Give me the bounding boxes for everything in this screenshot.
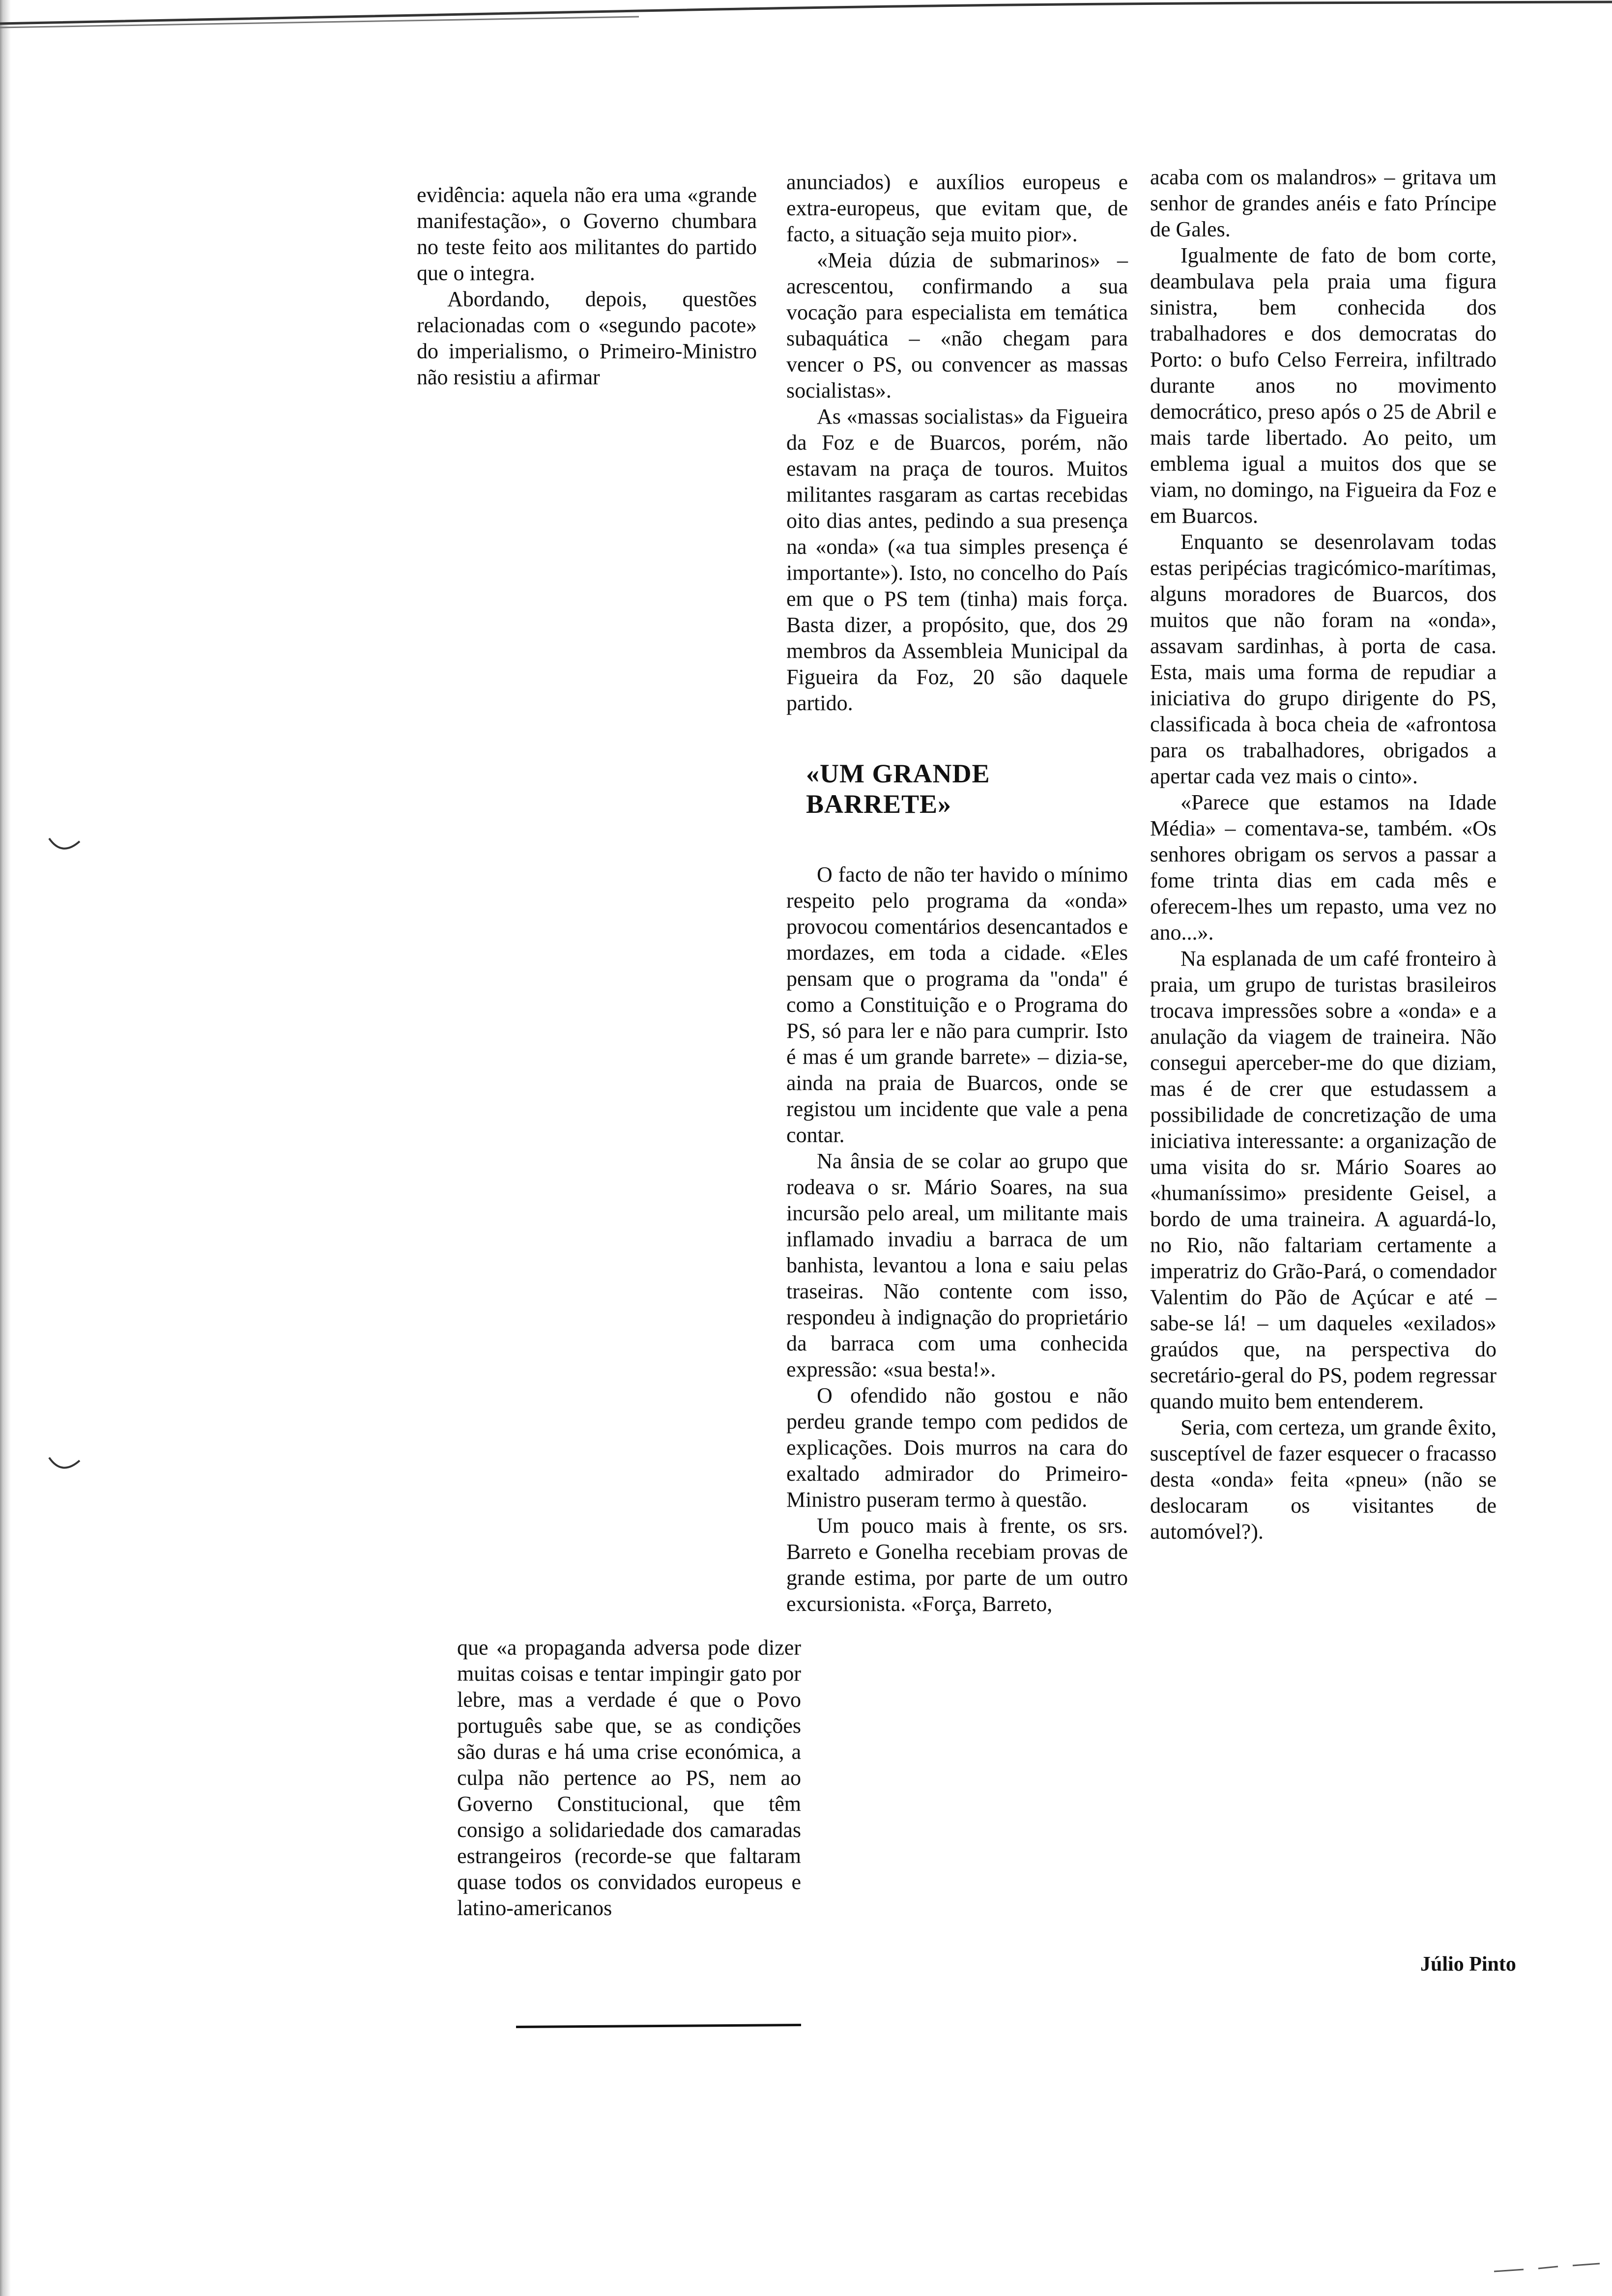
paragraph: anunciados) e auxílios europeus e extra-europeus, que evitam que, de facto, a situação seja muito pior». — [786, 170, 1128, 246]
paragraph: Na esplanada de um café fronteiro à praia, um grupo de turistas brasileiros trocava impressões sobre a «onda» e a anulação da viagem de traineira. Não consegui aperceber-me do que diziam, mas é de crer que estudassem a possibilidade de concretização de uma iniciativa interessante: a organização de uma visita do sr. Mário Soares ao «humaníssimo» presidente Geisel, a bordo de uma traineira. A aguardá-lo, no Rio, não faltariam certamente a imperatriz do Grão-Pará, o comendador Valentim do Pão de Açúcar e até – sabe-se lá! – um daqueles «exilados» graúdos que, na perspectiva do secretário-geral do PS, podem regressar quando muito bem entenderem. — [1150, 947, 1497, 1413]
paragraph: O ofendido não gostou e não perdeu grande tempo com pedidos de explicações. Dois murros na cara do exaltado admirador do Primeiro-Ministro puseram termo à questão. — [786, 1383, 1128, 1512]
column-end-rule — [516, 2024, 801, 2028]
paragraph: Enquanto se desenrolavam todas estas peripécias tragicómico-marítimas, alguns moradores de Buarcos, dos muitos que não foram na «onda», assavam sardinhas, à porta de casa. Esta, mais uma forma de repudiar a iniciativa do grupo dirigente do PS, classificada à boca cheia de «afrontosa para os trabalhadores, obrigados a apertar cada vez mais o cinto». — [1150, 530, 1497, 788]
article-column-1-bottom — [457, 1635, 801, 1921]
punch-hole-mark-lower — [47, 1455, 82, 1474]
article-column-2 — [786, 169, 1128, 1617]
paragraph: Igualmente de fato de bom corte, deambulava pela praia uma figura sinistra, bem conhecida dos trabalhadores e dos democratas do Porto: o bufo Celso Ferreira, infiltrado durante anos no movimento democrático, preso após o 25 de Abril e mais tarde libertado. Ao peito, um emblema igual a muitos dos que se viam, no domingo, na Figueira da Foz e em Buarcos. — [1150, 243, 1497, 528]
section-subheading: «UM GRANDE BARRETE» — [806, 759, 990, 819]
scan-top-edge — [0, 0, 1612, 29]
article-column-3 — [1150, 164, 1497, 1545]
article-column-1-top — [417, 182, 757, 390]
paragraph: As «massas socialistas» da Figueira da Foz e de Buarcos, porém, não estavam na praça de touros. Muitos militantes rasgaram as cartas recebidas oito dias antes, pedindo a sua presença na «onda» («a tua simples presença é importante»). Isto, no concelho do País em que o PS tem (tinha) mais força. Basta dizer, a propósito, que, dos 29 membros da Assembleia Municipal da Figueira da Foz, 20 são daquele partido. — [786, 404, 1128, 715]
punch-hole-mark-upper — [47, 835, 82, 855]
paragraph: Abordando, depois, questões relacionadas com o «segundo pacote» do imperialismo, o Primeiro-Ministro não resistiu a afirmar — [417, 287, 757, 389]
paragraph: «Meia dúzia de submarinos» – acrescentou, confirmando a sua vocação para especialista em temática subaquática – «não chegam para vencer o PS, ou convencer as massas socialistas». — [786, 248, 1128, 402]
paragraph: «Parece que estamos na Idade Média» – comentava-se, também. «Os senhores obrigam os servos a passar a fome trinta dias em cada mês e oferecem-lhes um repasto, uma vez no ano...». — [1150, 790, 1497, 945]
scan-left-edge — [0, 0, 15, 2296]
paragraph: que «a propaganda adversa pode dizer muitas coisas e tentar impingir gato por lebre, mas a verdade é que o Povo português sabe que, se as condições são duras e há uma crise económica, a culpa não pertence ao PS, nem ao Governo Constitucional, que têm consigo a solidariedade dos camaradas estrangeiros (recorde-se que faltaram quase todos os convidados europeus e latino-americanos — [457, 1636, 801, 1920]
paragraph: evidência: aquela não era uma «grande manifestação», o Governo chumbara no teste feito aos militantes do partido que o integra. — [417, 183, 757, 285]
scan-noise-bottom-right — [1494, 2261, 1602, 2275]
paragraph: Um pouco mais à frente, os srs. Barreto e Gonelha recebiam provas de grande estima, por parte de um outro excursionista. «Força, Barreto, — [786, 1514, 1128, 1616]
paragraph: Seria, com certeza, um grande êxito, susceptível de fazer esquecer o fracasso desta «onda» feita «pneu» (não se deslocaram os visitantes de automóvel?). — [1150, 1415, 1497, 1544]
paragraph: acaba com os malandros» – gritava um senhor de grandes anéis e fato Príncipe de Gales. — [1150, 165, 1497, 241]
paragraph: O facto de não ter havido o mínimo respeito pelo programa da «onda» provocou comentários desencantados e mordazes, em toda a cidade. «Eles pensam que o programa da ''onda'' é como a Constituição e o Programa do PS, só para ler e não para cumprir. Isto é mas é um grande barrete» – dizia-se, ainda na praia de Buarcos, onde se registou um incidente que vale a pena contar. — [786, 862, 1128, 1147]
paragraph: Na ânsia de se colar ao grupo que rodeava o sr. Mário Soares, na sua incursão pelo areal, um militante mais inflamado invadiu a barraca de um banhista, levantou a lona e saiu pelas traseiras. Não contente com isso, respondeu à indignação do proprietário da barraca com uma conhecida expressão: «sua besta!». — [786, 1149, 1128, 1381]
author-byline: Júlio Pinto — [1420, 1953, 1516, 1976]
